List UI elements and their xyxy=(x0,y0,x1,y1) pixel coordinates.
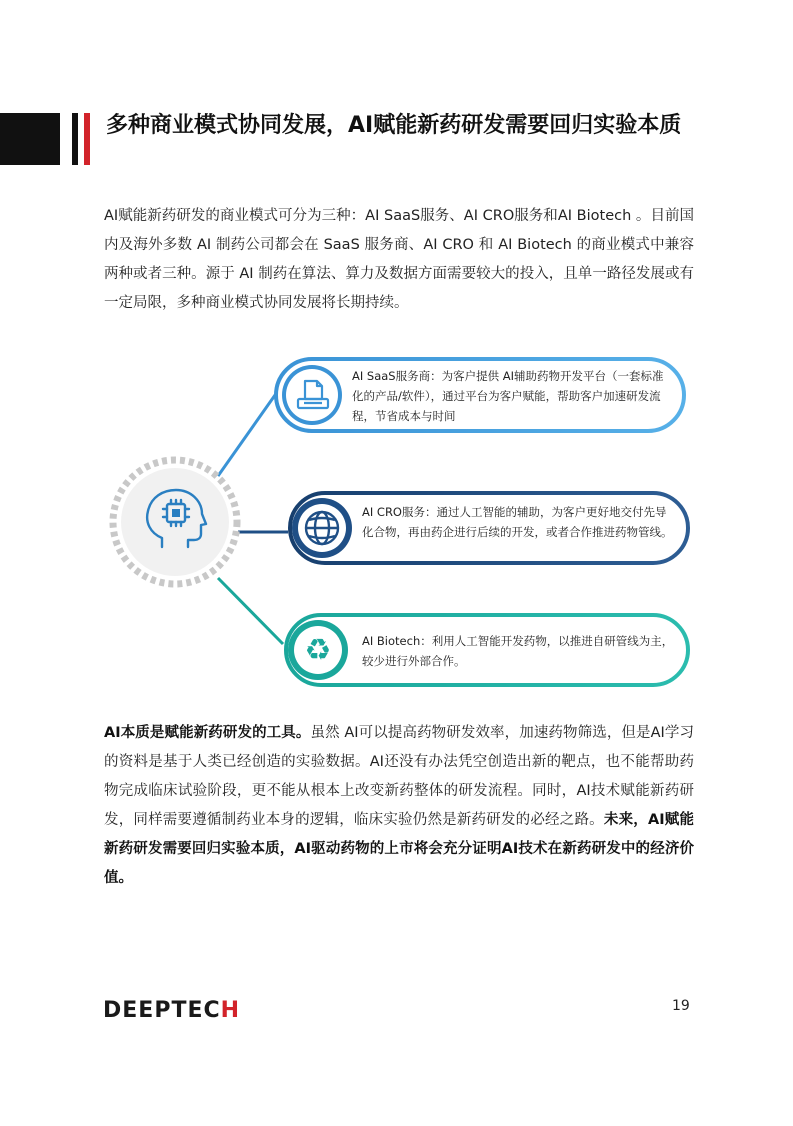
card-saas-text: AI SaaS服务商：为客户提供 AI辅助药物开发平台（一套标准化的产品/软件），通过平台为客户赋能，帮助客户加速研发流程，节省成本与时间 xyxy=(352,369,664,423)
intro-paragraph: AI赋能新药研发的商业模式可分为三种：AI SaaS服务、AI CRO服务和AI Biotech 。目前国内及海外多数 AI 制药公司都会在 SaaS 服务商、AI CRO 和 AI Biotech 的商业模式中兼容两种或者三种。源于 AI 制药在算法、算力及数据方面需要较大的投入，且单一路径发展或有一定局限，多种商业模式协同发展将长期持续。 xyxy=(104,208,694,311)
recycle-icon xyxy=(305,633,332,668)
logo-main-text: DEEPTEC xyxy=(103,998,221,1023)
business-model-diagram xyxy=(100,350,700,695)
svg-text:♻: ♻ xyxy=(304,633,332,668)
card-biotech-text: AI Biotech：利用人工智能开发药物，以推进自研管线为主，较少进行外部合作。 xyxy=(362,634,674,668)
header-black-bar xyxy=(72,113,78,165)
conclusion-bold-close: 未来，AI赋能新药研发需要回归实验本质，AI驱动药物的上市将会充分证明AI技术在新药研发中的经济价值。 xyxy=(104,812,695,886)
conclusion-paragraph xyxy=(104,719,694,893)
header-red-bar xyxy=(84,113,90,165)
conclusion-body: 虽然 AI可以提高药物研发效率，加速药物筛选，但是AI学习的资料是基于人类已经创造的实验数据。AI还没有办法凭空创造出新的靶点，也不能帮助药物完成临床试验阶段，更不能从根本上改变新药整体的研发流程。同时，AI技术赋能新药研发，同样需要遵循制药业本身的逻辑，临床实验仍然是新药研发的必经之路。 xyxy=(104,725,695,828)
connector-line-3 xyxy=(218,578,283,644)
card-cro-text: AI CRO服务：通过人工智能的辅助，为客户更好地交付先导化合物，再由药企进行后续的开发，或者合作推进药物管线。 xyxy=(362,505,673,539)
center-node xyxy=(113,460,237,584)
globe-icon xyxy=(306,512,338,544)
header-black-block xyxy=(0,113,60,165)
connector-line-1 xyxy=(218,388,280,476)
page-number: 19 xyxy=(672,998,690,1014)
conclusion-bold-lead: AI本质是赋能新药研发的工具。 xyxy=(104,725,311,741)
logo-end-letter: H xyxy=(220,998,241,1023)
section-title: 多种商业模式协同发展，AI赋能新药研发需要回归实验本质 xyxy=(106,113,682,138)
deeptech-logo xyxy=(103,998,240,1023)
